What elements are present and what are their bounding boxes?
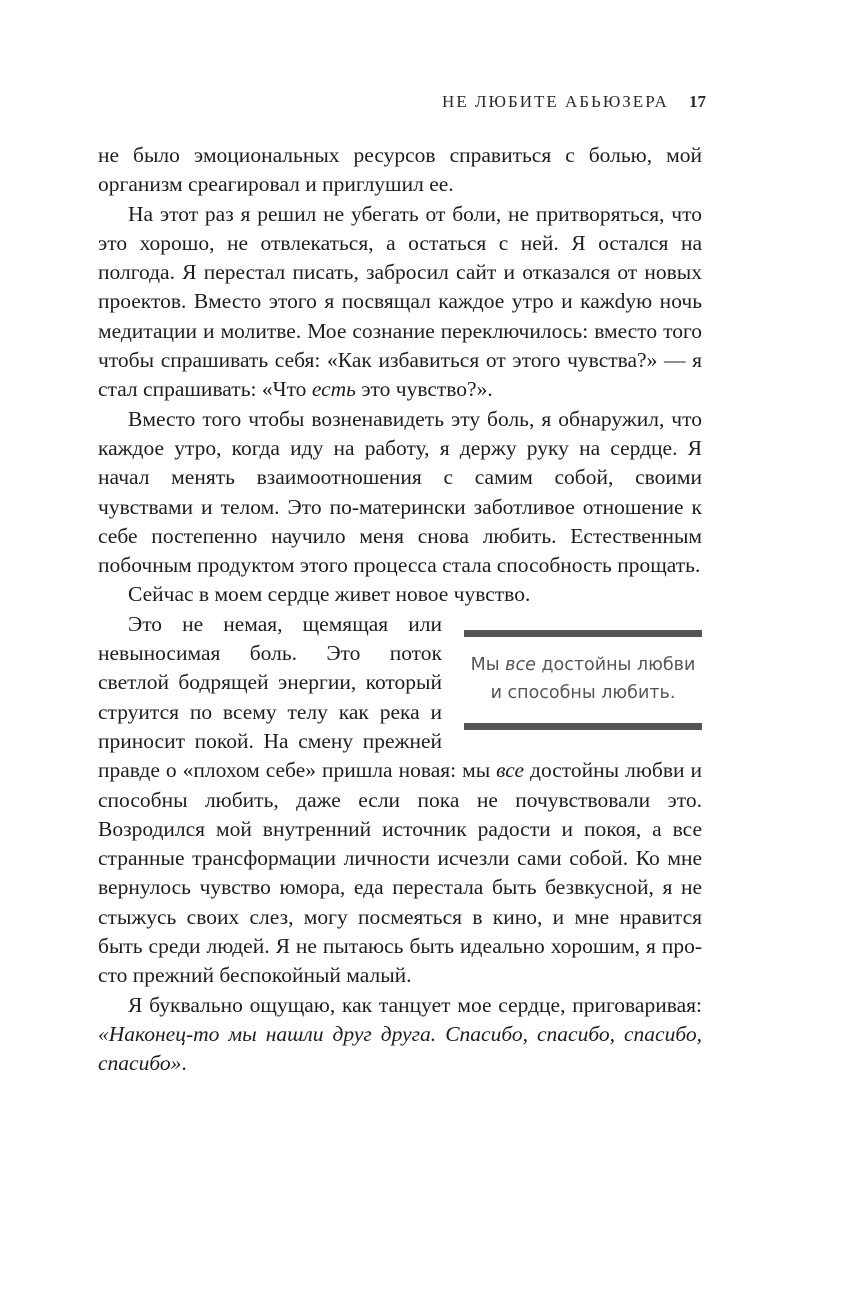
paragraph-5 bbox=[98, 610, 702, 991]
paragraph-2-text-b: это чувство?». bbox=[355, 377, 493, 402]
paragraph-5-emphasis: все bbox=[496, 758, 525, 783]
paragraph-2 bbox=[98, 200, 702, 405]
paragraph-4 bbox=[98, 580, 702, 609]
page-number: 17 bbox=[689, 92, 706, 111]
running-head bbox=[442, 92, 706, 112]
paragraph-1 bbox=[98, 141, 702, 200]
paragraph-1-text: не было эмоциональных ресурсов справиться с болью, мой организм среагировал и приглушил ее. bbox=[98, 143, 702, 197]
paragraph-3 bbox=[98, 405, 702, 581]
pull-quote-emphasis: все bbox=[505, 654, 536, 675]
paragraph-2-emphasis: есть bbox=[311, 377, 356, 402]
paragraph-2-text-a: На этот раз я решил не убегать от боли, не притворяться, что это хорошо, не отвлекаться, а остаться с ней. Я остался на полгода. Я перестал писать, забросил сайт и отказался от новых проектов. Вместо этого я посвящал каждое утро и кажdую ночь медитации и молитве. Мое сознание переключилось: вместо того чтобы спрашивать себя: «Как избавиться от этого чувства?» — я стал спрашивать: «Что bbox=[98, 201, 702, 402]
paragraph-6-text-a: Я буквально ощущаю, как танцует мое сердце, приговаривая: bbox=[128, 992, 702, 1017]
body-text bbox=[98, 141, 702, 1079]
paragraph-4-text: Сейчас в моем сердце живет новое чувство. bbox=[128, 582, 531, 607]
paragraph-3-text: Вместо того чтобы возненавидеть эту боль, я обнаружил, что каждое утро, когда иду на работу, я держу руку на сердце. Я начал менять взаимоотношения с самим собой, своими чувствами и телом. Это по-матерински заботливое отношение к себе постепенно научило меня снова любить. Естественным побочным продуктом этого процесса стала способность прощать. bbox=[98, 406, 702, 578]
paragraph-6 bbox=[98, 991, 702, 1079]
paragraph-6-emphasis: «Наконец-то мы нашли друг друга. Спасибо, спасибо, спасибо, спасибо» bbox=[98, 1021, 702, 1076]
chapter-title: НЕ ЛЮБИТЕ АБЬЮЗЕРА bbox=[442, 92, 669, 111]
paragraph-6-text-b: . bbox=[181, 1051, 187, 1076]
pull-quote bbox=[464, 630, 702, 730]
paragraph-5-text-b: достойны любви и способны любить, даже если пока не почувствовали это. Возродился мой внутренний источник радости и покоя, а все странные трансформации личности исчезли сами собой. Ко мне вернулось чувство юмора, еда перестала быть безвкусной, я не стыжусь своих слез, могу посмеяться в кино, и мне нравится быть среди людей. Я не пытаюсь быть идеально хорошим, я просто прежний беспокойный малый. bbox=[98, 758, 702, 988]
pull-quote-text-a: Мы bbox=[470, 654, 506, 675]
paragraph-5-text-a: Это не немая, щемящая или невыносимая боль. Это поток светлой бодрящей энергии, который струится по всему телу как река и приносит покой. На смену прежней правде о «плохом себе» пришла новая: мы bbox=[98, 611, 497, 783]
pull-quote-text-b: достойны любви и способны любить. bbox=[490, 654, 696, 703]
